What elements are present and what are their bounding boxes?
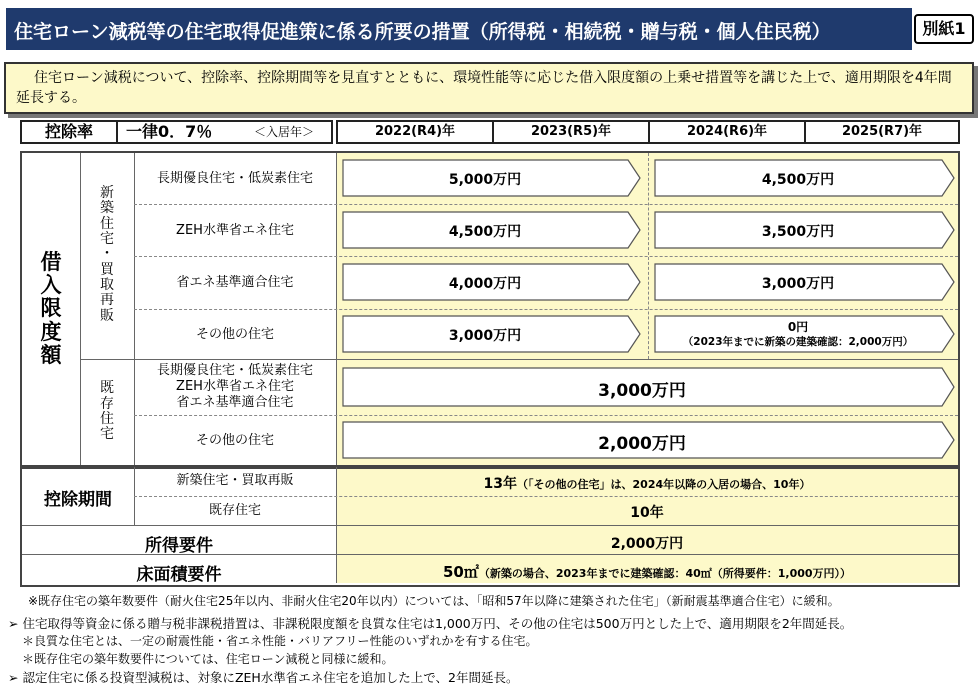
note-text: ※既存住宅の築年数要件（耐火住宅25年以内、非耐火住宅20年以内）については、「昭和57年以降に建築された住宅」（新耐震基準適合住宅）に緩和。 xyxy=(28,594,840,608)
limit-arrow xyxy=(342,211,642,249)
deduction-rate-label: 控除率 xyxy=(22,122,118,142)
limit-arrow xyxy=(342,367,956,407)
move-in-year-label: ＜入居年＞ xyxy=(254,125,315,139)
limit-value: 4,500万円 xyxy=(761,172,835,188)
floor-area-value: 50㎡（新築の場合、2023年までに建築確認：40㎡（所得要件：1,000万円）） xyxy=(442,563,852,581)
limit-value: 3,000万円 xyxy=(598,381,686,401)
floor-area-label: 床面積要件 xyxy=(136,565,222,585)
title-banner xyxy=(6,8,912,50)
annex-badge: 別紙1 xyxy=(914,14,974,44)
deduction-period-value: 13年（「その他の住宅」は、2024年以降の入居の場合、10年） xyxy=(483,476,811,492)
category-label: 省エネ基準適合住宅 xyxy=(176,275,294,290)
limit-value: 3,500万円 xyxy=(761,224,835,240)
note-text: ＊既存住宅の築年数要件については、住宅ローン減税と同様に緩和。 xyxy=(22,652,394,666)
year-header: 2023(R5)年 xyxy=(494,122,650,142)
deduction-rate-value: 一律0．7％ xyxy=(126,122,213,141)
category-label: その他の住宅 xyxy=(195,327,274,342)
limit-arrow xyxy=(654,263,956,301)
category-label: 既存住宅 xyxy=(208,503,261,518)
year-header: 2024(R6)年 xyxy=(650,122,806,142)
summary-text: 住宅ローン減税について、控除率、控除期間等を見直すとともに、環境性能等に応じた借入限度額の上乗せ措置等を講じた上で、適用期限を4年間延長する。 xyxy=(16,70,952,106)
limit-value: 3,000万円 xyxy=(448,328,522,344)
page-title: 住宅ローン減税等の住宅取得促進策に係る所要の措置（所得税・相続税・贈与税・個人住民税） xyxy=(14,21,831,43)
summary-box xyxy=(4,62,974,114)
limit-value-note: （2023年までに新築の建築確認：2,000万円） xyxy=(682,336,914,348)
category-label: ZEH水準省エネ住宅 xyxy=(176,223,294,238)
category-label-line: 省エネ基準適合住宅 xyxy=(176,395,294,410)
limit-value: 5,000万円 xyxy=(448,172,522,188)
category-label-line: 長期優良住宅・低炭素住宅 xyxy=(156,363,313,378)
category-label: その他の住宅 xyxy=(195,433,274,448)
deduction-period-value: 10年 xyxy=(630,505,664,521)
limit-arrow xyxy=(654,211,956,249)
borrowing-limit-table xyxy=(20,151,960,467)
year-header-row xyxy=(336,120,960,144)
limit-value: 0円 xyxy=(787,320,809,334)
limit-arrow xyxy=(342,159,642,197)
limit-arrow xyxy=(654,159,956,197)
limit-value: 3,000万円 xyxy=(761,276,835,292)
deduction-rate-row xyxy=(20,120,333,144)
limit-arrow xyxy=(342,263,642,301)
limit-value: 4,000万円 xyxy=(448,276,522,292)
category-label: 新築住宅・買取再販 xyxy=(176,473,294,488)
category-label-line: ZEH水準省エネ住宅 xyxy=(176,379,294,394)
note-text: ➢ 住宅取得等資金に係る贈与税非課税措置は、非課税限度額を良質な住宅は1,000万円、その他の住宅は500万円とした上で、適用期限を2年間延長。 xyxy=(8,616,853,631)
category-label: 長期優良住宅・低炭素住宅 xyxy=(156,171,313,186)
year-header: 2025(R7)年 xyxy=(841,124,923,139)
limit-value: 2,000万円 xyxy=(598,434,686,454)
limit-arrow xyxy=(342,315,642,353)
existing-housing-label: 既 存 住 宅 xyxy=(100,380,114,443)
borrowing-limit-label: 借 入 限 度 額 xyxy=(40,250,62,367)
income-requirement-label: 所得要件 xyxy=(145,536,213,556)
limit-value: 4,500万円 xyxy=(448,224,522,240)
header-bar xyxy=(0,0,980,58)
income-requirement-value: 2,000万円 xyxy=(610,536,684,552)
deduction-period-label: 控除期間 xyxy=(44,490,112,510)
year-header: 2022(R4)年 xyxy=(338,122,494,142)
limit-arrow xyxy=(342,421,956,459)
new-housing-label: 新 築 住 宅 ・ 買 取 再 販 xyxy=(100,184,114,324)
requirements-table xyxy=(20,467,960,587)
note-text: ＊良質な住宅とは、一定の耐震性能・省エネ性能・バリアフリー性能のいずれかを有する住宅。 xyxy=(22,634,538,648)
limit-arrow xyxy=(654,315,956,353)
note-text: ➢ 認定住宅に係る投資型減税は、対象にZEH水準省エネ住宅を追加した上で、2年間延長。 xyxy=(8,670,519,685)
